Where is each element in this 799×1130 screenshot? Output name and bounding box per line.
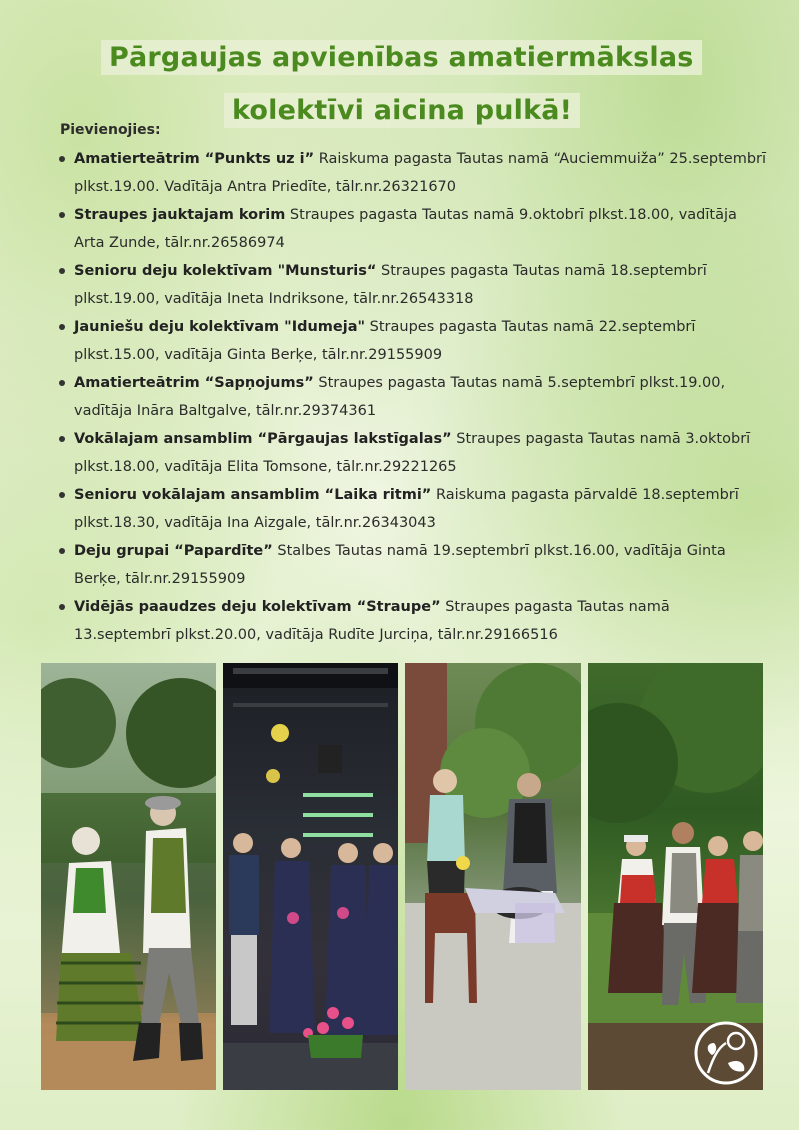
choir-on-stage-photo — [223, 663, 398, 1090]
collective-details: Straupes pagasta Tautas namā 18.septembrī plkst.19.00, vadītāja Ineta Indriksone, tālr.nr.26543318 — [74, 263, 707, 307]
folk-dance-group-photo — [588, 663, 763, 1090]
list-item — [55, 369, 767, 425]
list-item — [55, 145, 767, 201]
collective-details: Stalbes Tautas namā 19.septembrī plkst.16.00, vadītāja Ginta Berķe, tālr.nr.29155909 — [74, 543, 726, 587]
folk-dance-couple-photo — [41, 663, 216, 1090]
list-item — [55, 425, 767, 481]
collective-list — [55, 145, 767, 649]
intro-label: Pievienojies: — [60, 122, 161, 138]
collective-details: Straupes pagasta Tautas namā 3.oktobrī plkst.18.00, vadītāja Elita Tomsone, tālr.nr.29221265 — [74, 431, 751, 475]
collective-name: Amatierteātrim “Punkts uz i” — [74, 151, 315, 167]
collective-name: Senioru deju kolektīvam "Munsturis“ — [74, 263, 377, 279]
list-item — [55, 313, 767, 369]
collective-details: Straupes pagasta Tautas namā 13.septembrī plkst.20.00, vadītāja Rudīte Jurciņa, tālr.nr.29166516 — [74, 599, 670, 643]
collective-details: Raiskuma pagasta Tautas namā “Auciemmuiža” 25.septembrī plkst.19.00. Vadītāja Antra Priedīte, tālr.nr.26321670 — [74, 151, 767, 195]
collective-name: Deju grupai “Papardīte” — [74, 543, 273, 559]
collective-name: Jauniešu deju kolektīvam "Idumeja" — [74, 319, 366, 335]
collective-name: Straupes jauktajam korim — [74, 207, 286, 223]
poster-title-line-1: Pārgaujas apvienības amatiermākslas — [101, 40, 702, 75]
list-item — [55, 257, 767, 313]
collective-details: Raiskuma pagasta pārvaldē 18.septembrī plkst.18.30, vadītāja Ina Aizgale, tālr.nr.26343043 — [74, 487, 739, 531]
collective-details: Straupes pagasta Tautas namā 22.septembrī plkst.15.00, vadītāja Ginta Berķe, tālr.nr.29155909 — [74, 319, 696, 363]
collective-details: Straupes pagasta Tautas namā 5.septembrī plkst.19.00, vadītāja Ināra Baltgalve, tālr.nr.29374361 — [74, 375, 726, 419]
collective-name: Vidējās paaudzes deju kolektīvam “Straupe” — [74, 599, 441, 615]
collective-name: Vokālajam ansamblim “Pārgaujas lakstīgalas” — [74, 431, 452, 447]
theatre-performance-photo — [405, 663, 581, 1090]
collective-name: Amatierteātrim “Sapņojums” — [74, 375, 314, 391]
list-item — [55, 481, 767, 537]
poster-title-line-2: kolektīvi aicina pulkā! — [224, 93, 580, 128]
collective-details: Straupes pagasta Tautas namā 9.oktobrī plkst.18.00, vadītāja Arta Zunde, tālr.nr.26586974 — [74, 207, 737, 251]
collective-name: Senioru vokālajam ansamblim “Laika ritmi” — [74, 487, 432, 503]
list-item — [55, 537, 767, 593]
list-item — [55, 593, 767, 649]
list-item — [55, 201, 767, 257]
